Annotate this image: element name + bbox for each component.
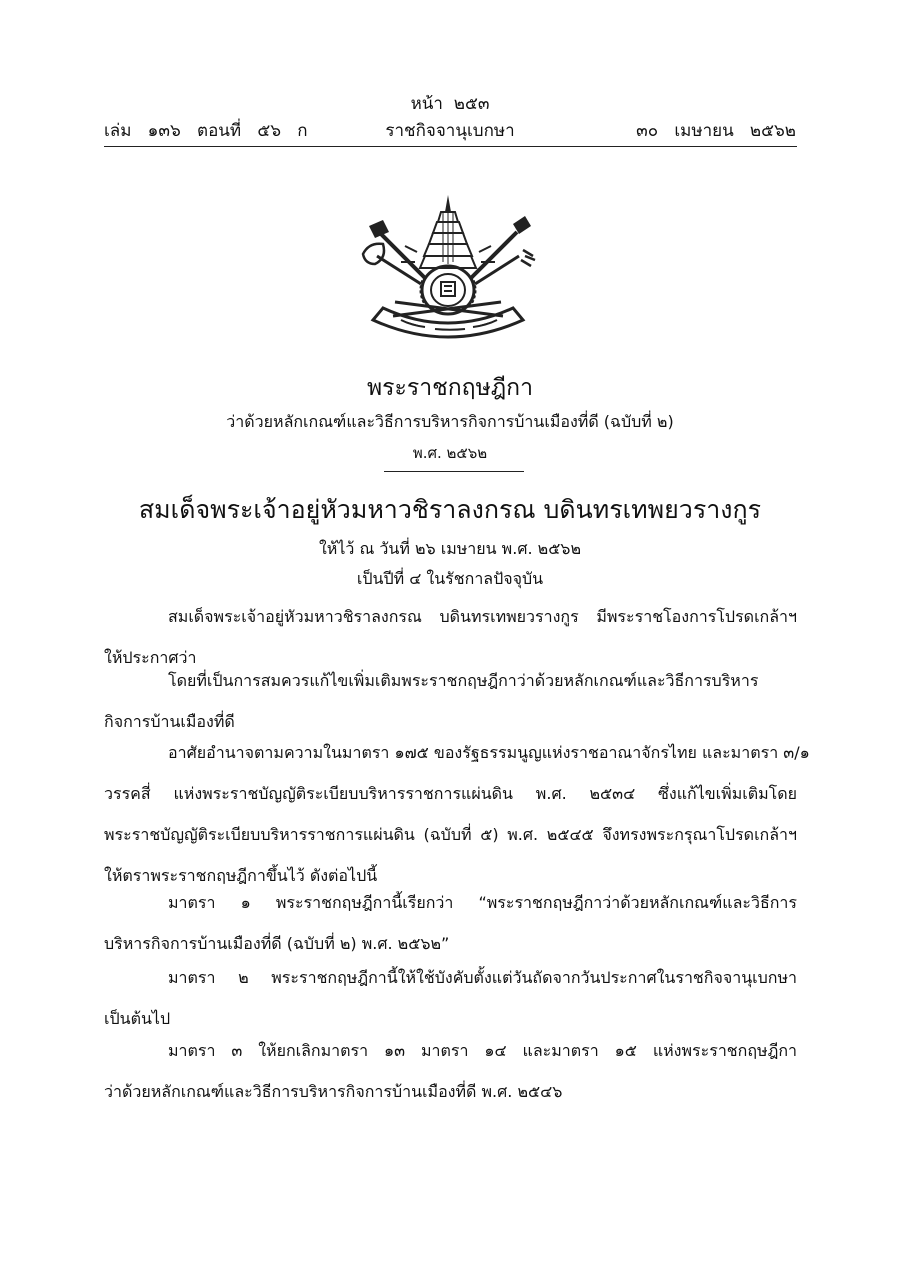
paragraph-rationale	[104, 660, 797, 742]
paragraph-line: พระราชบัญญัติระเบียบบริหารราชการแผ่นดิน (ฉบับที่ ๕) พ.ศ. ๒๕๔๕ จึงทรงพระกรุณาโปรดเกล้าฯ	[104, 825, 797, 844]
paragraph-line: อาศัยอำนาจตามความในมาตรา ๑๗๕ ของรัฐธรรมนูญแห่งราชอาณาจักรไทย และมาตรา ๓/๑	[168, 743, 810, 762]
gazette-name: ราชกิจจานุเบกษา	[385, 121, 515, 141]
paragraph-line: มาตรา ๒ พระราชกฤษฎีกานี้ให้ใช้บังคับตั้งแต่วันถัดจากวันประกาศในราชกิจจานุเบกษา	[168, 968, 797, 987]
given-date: ให้ไว้ ณ วันที่ ๒๖ เมษายน พ.ศ. ๒๕๖๒	[318, 539, 581, 558]
section-2	[104, 957, 797, 1039]
royal-emblem-icon	[355, 190, 541, 340]
header-rule	[104, 146, 797, 147]
paragraph-line: บริหารกิจการบ้านเมืองที่ดี (ฉบับที่ ๒) พ.ศ. ๒๕๖๒”	[104, 934, 450, 953]
paragraph-line: โดยที่เป็นการสมควรแก้ไขเพิ่มเติมพระราชกฤษฎีกาว่าด้วยหลักเกณฑ์และวิธีการบริหาร	[168, 671, 759, 690]
paragraph-line: เป็นต้นไป	[104, 1009, 171, 1028]
section-3	[104, 1030, 797, 1112]
document-type-title: พระราชกฤษฎีกา	[366, 375, 534, 401]
king-name: สมเด็จพระเจ้าอยู่หัวมหาวชิราลงกรณ บดินทรเทพยวรางกูร	[138, 495, 762, 524]
paragraph-line: วรรคสี่ แห่งพระราชบัญญัติระเบียบบริหารราชการแผ่นดิน พ.ศ. ๒๕๓๔ ซึ่งแก้ไขเพิ่มเติมโดย	[104, 784, 797, 803]
paragraph-line: กิจการบ้านเมืองที่ดี	[104, 712, 235, 731]
gazette-volume-issue: เล่ม ๑๓๖ ตอนที่ ๕๖ ก	[104, 121, 308, 141]
paragraph-line: มาตรา ๑ พระราชกฤษฎีกานี้เรียกว่า “พระราชกฤษฎีกาว่าด้วยหลักเกณฑ์และวิธีการ	[168, 893, 797, 912]
document-year: พ.ศ. ๒๕๖๒	[412, 444, 488, 462]
paragraph-authority	[104, 732, 810, 896]
reign-year: เป็นปีที่ ๔ ในรัชกาลปัจจุบัน	[356, 569, 544, 588]
paragraph-line: ให้ประกาศว่า	[104, 648, 197, 667]
page-number: หน้า ๒๕๓	[410, 94, 490, 114]
title-divider	[384, 471, 524, 472]
document-subject: ว่าด้วยหลักเกณฑ์และวิธีการบริหารกิจการบ้านเมืองที่ดี (ฉบับที่ ๒)	[226, 412, 674, 431]
gazette-date: ๓๐ เมษายน ๒๕๖๒	[636, 121, 796, 141]
paragraph-line: สมเด็จพระเจ้าอยู่หัวมหาวชิราลงกรณ บดินทรเทพยวรางกูร มีพระราชโองการโปรดเกล้าฯ	[168, 607, 797, 626]
paragraph-line: มาตรา ๓ ให้ยกเลิกมาตรา ๑๓ มาตรา ๑๔ และมาตรา ๑๕ แห่งพระราชกฤษฎีกา	[168, 1041, 797, 1060]
section-1	[104, 882, 797, 964]
paragraph-line: ให้ตราพระราชกฤษฎีกาขึ้นไว้ ดังต่อไปนี้	[104, 866, 378, 885]
paragraph-line: ว่าด้วยหลักเกณฑ์และวิธีการบริหารกิจการบ้านเมืองที่ดี พ.ศ. ๒๕๔๖	[104, 1082, 563, 1101]
